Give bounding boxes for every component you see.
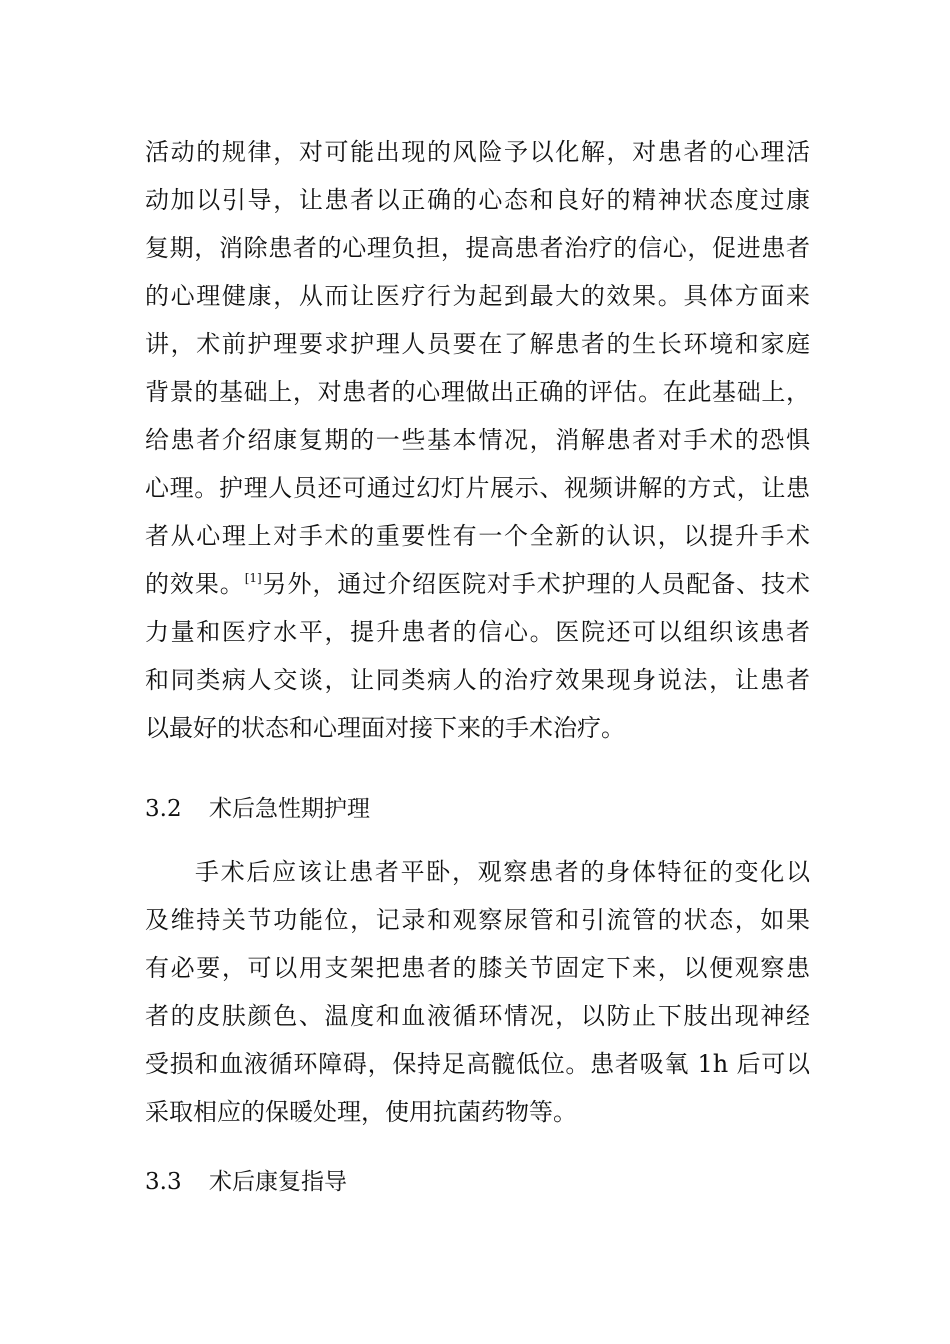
paragraph1-line-10 <box>145 569 810 599</box>
citation-line-after: 另外，通过介绍医院对手术护理的人员配备、技术 <box>261 570 811 598</box>
paragraph1-line-3: 复期，消除患者的心理负担，提高患者治疗的信心，促进患者 <box>145 234 810 262</box>
paragraph2-line-1: 手术后应该让患者平卧，观察患者的身体特征的变化以 <box>195 858 810 886</box>
section-heading-3-3 <box>145 1167 347 1197</box>
paragraph1-line-13: 以最好的状态和心理面对接下来的手术治疗。 <box>145 714 625 742</box>
paragraph2-line-3: 有必要，可以用支架把患者的膝关节固定下来，以便观察患 <box>145 954 810 982</box>
section-title: 术后急性期护理 <box>209 796 370 822</box>
paragraph1-line-11: 力量和医疗水平，提升患者的信心。医院还可以组织该患者 <box>145 618 810 646</box>
paragraph2-line-4: 者的皮肤颜色、温度和血液循环情况，以防止下肢出现神经 <box>145 1002 810 1030</box>
section-number: 3.3 <box>145 1169 182 1195</box>
paragraph1-line-12: 和同类病人交谈，让同类病人的治疗效果现身说法，让患者 <box>145 666 810 694</box>
section-number: 3.2 <box>145 796 182 822</box>
paragraph2-line-5: 受损和血液循环障碍，保持足高髋低位。患者吸氧 1h 后可以 <box>145 1050 810 1078</box>
section-heading-3-2 <box>145 794 370 824</box>
paragraph1-line-7: 给患者介绍康复期的一些基本情况，消解患者对手术的恐惧 <box>145 426 810 454</box>
paragraph1-line-8: 心理。护理人员还可通过幻灯片展示、视频讲解的方式，让患 <box>145 474 810 502</box>
paragraph2-line-6: 采取相应的保暖处理，使用抗菌药物等。 <box>145 1098 577 1126</box>
paragraph1-line-9: 者从心理上对手术的重要性有一个全新的认识，以提升手术 <box>145 522 810 550</box>
paragraph2-line-2: 及维持关节功能位，记录和观察尿管和引流管的状态，如果 <box>145 906 810 934</box>
citation-line-before: 的效果。 <box>145 570 245 598</box>
paragraph1-line-1: 活动的规律，对可能出现的风险予以化解，对患者的心理活 <box>145 138 810 166</box>
paragraph1-line-2: 动加以引导，让患者以正确的心态和良好的精神状态度过康 <box>145 186 810 214</box>
citation-mark: [1] <box>244 571 262 585</box>
paragraph1-line-5: 讲，术前护理要求护理人员要在了解患者的生长环境和家庭 <box>145 330 810 358</box>
paragraph1-line-6: 背景的基础上，对患者的心理做出正确的评估。在此基础上， <box>145 378 810 406</box>
paragraph1-line-4: 的心理健康，从而让医疗行为起到最大的效果。具体方面来 <box>145 282 810 310</box>
section-title: 术后康复指导 <box>209 1169 347 1195</box>
